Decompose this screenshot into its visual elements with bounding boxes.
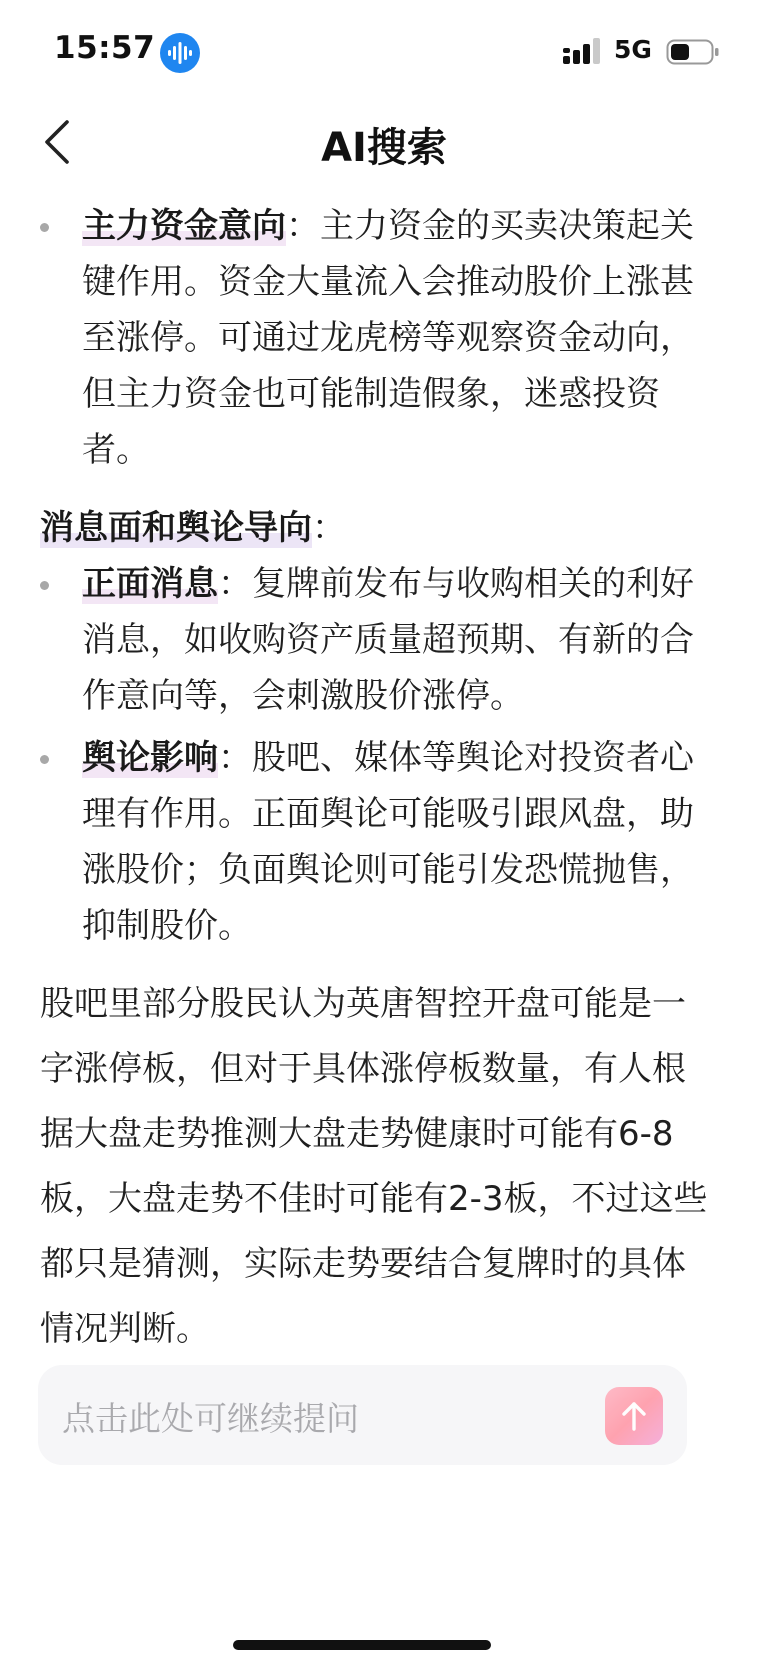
follow-up-input[interactable] <box>38 1365 687 1465</box>
status-bar <box>0 0 768 100</box>
bullet-dot <box>40 223 49 232</box>
page-title: AI搜索 <box>321 125 447 171</box>
bullet-dot <box>40 755 49 764</box>
network-label: 5G <box>614 35 652 64</box>
send-button[interactable] <box>605 1387 663 1445</box>
list-item <box>40 730 710 954</box>
answer-content <box>40 198 710 1362</box>
voice-assistant-icon <box>160 33 200 73</box>
nav-header <box>0 100 768 190</box>
arrow-up-icon <box>621 1401 647 1431</box>
home-indicator[interactable] <box>233 1640 491 1650</box>
bullet-text: ：复牌前发布与收购相关的利好消息，如收购资产质量超预期、有新的合作意向等，会刺激股价涨停。 <box>82 564 694 716</box>
list-item <box>40 198 710 478</box>
bullet-text: ：主力资金的买卖决策起关键作用。资金大量流入会推动股价上涨甚至涨停。可通过龙虎榜等观察资金动向，但主力资金也可能制造假象，迷惑投资者。 <box>82 206 694 470</box>
section-title <box>40 500 710 556</box>
battery-icon <box>666 39 720 65</box>
section-title-colon: ： <box>312 508 346 548</box>
bullet-title: 正面消息 <box>82 564 218 604</box>
bullet-text: ：股吧、媒体等舆论对投资者心理有作用。正面舆论可能吸引跟风盘，助涨股价；负面舆论则可能引发恐慌抛售，抑制股价。 <box>82 738 694 946</box>
cellular-signal-icon <box>563 38 603 66</box>
section-title-text: 消息面和舆论导向 <box>40 508 312 548</box>
input-placeholder: 点击此处可继续提问 <box>62 1399 359 1438</box>
bullet-dot <box>40 581 49 590</box>
list-item <box>40 556 710 724</box>
summary-paragraph: 股吧里部分股民认为英唐智控开盘可能是一字涨停板，但对于具体涨停板数量，有人根据大盘走势推测大盘走势健康时可能有6-8板，大盘走势不佳时可能有2-3板，不过这些都只是猜测，实际走势要结合复牌时的具体情况判断。 <box>40 984 708 1349</box>
bullet-title: 主力资金意向 <box>82 206 286 246</box>
status-time: 15:57 <box>54 30 156 66</box>
bullet-title: 舆论影响 <box>82 738 218 778</box>
